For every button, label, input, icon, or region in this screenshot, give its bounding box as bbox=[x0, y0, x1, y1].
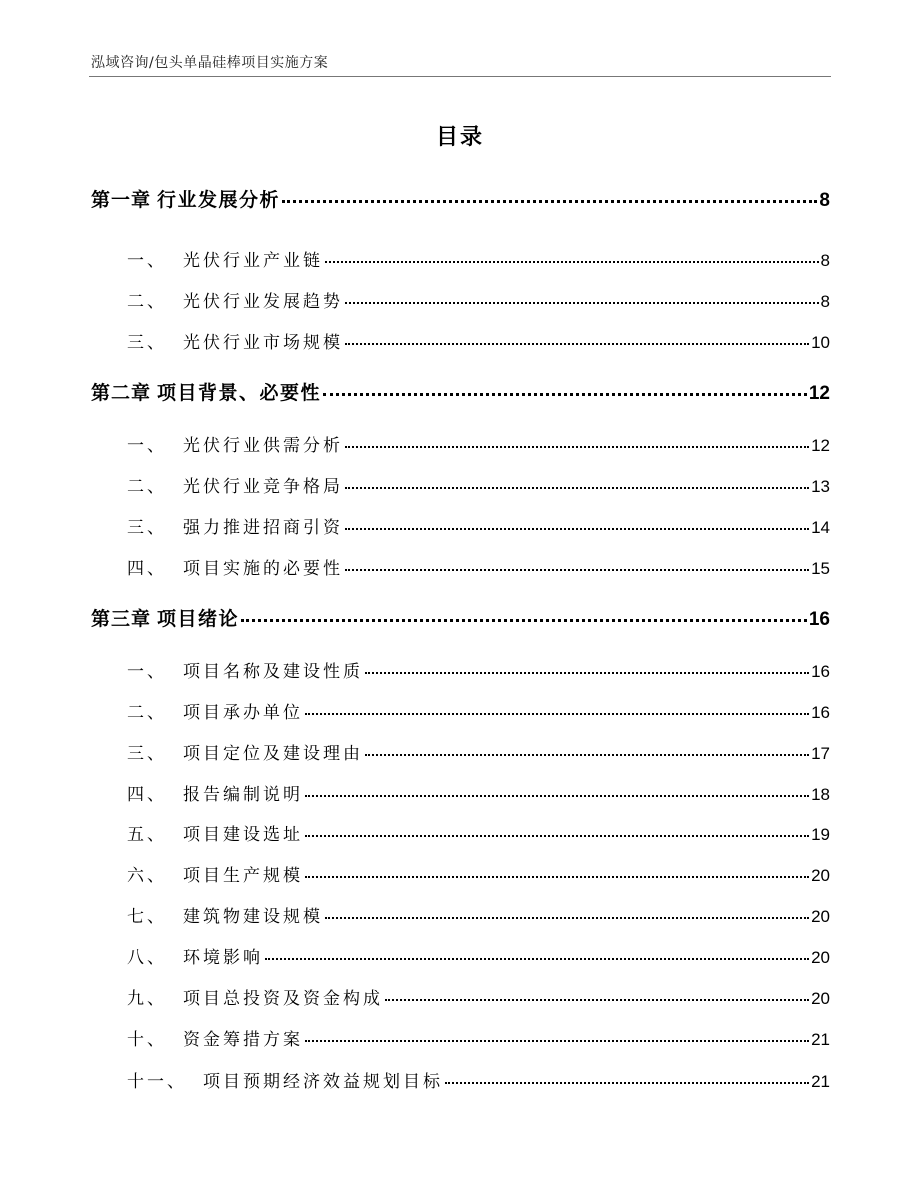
dot-leader bbox=[241, 619, 807, 622]
toc-entry-label: 光伏行业竞争格局 bbox=[183, 477, 343, 497]
toc-entry-number: 九、 bbox=[127, 989, 167, 1009]
dot-leader bbox=[345, 528, 809, 530]
dot-leader bbox=[323, 393, 807, 396]
toc-section-entry[interactable] bbox=[127, 780, 830, 805]
toc-entry-page: 17 bbox=[811, 744, 830, 763]
toc-title: 目录 bbox=[435, 125, 484, 150]
toc-entry-label: 项目总投资及资金构成 bbox=[183, 989, 383, 1009]
toc-entry-page: 15 bbox=[811, 559, 830, 578]
dot-leader bbox=[305, 795, 809, 797]
toc-entry-number: 第一章 bbox=[91, 189, 152, 211]
dot-leader bbox=[305, 876, 809, 878]
dot-leader bbox=[325, 917, 809, 919]
toc-entry-number: 七、 bbox=[127, 907, 167, 927]
dot-leader bbox=[282, 200, 817, 203]
dot-leader bbox=[305, 1040, 809, 1042]
toc-entry-number: 二、 bbox=[127, 703, 167, 723]
toc-entry-label: 光伏行业产业链 bbox=[183, 251, 323, 271]
dot-leader bbox=[365, 754, 809, 756]
toc-entry-number: 一、 bbox=[127, 436, 167, 456]
toc-entry-page: 8 bbox=[820, 251, 830, 270]
toc-section-entry[interactable] bbox=[127, 984, 830, 1009]
toc-entry-page: 12 bbox=[808, 383, 830, 404]
toc-entry-page: 16 bbox=[808, 609, 830, 630]
toc-entry-number: 四、 bbox=[127, 559, 167, 579]
toc-section-entry[interactable] bbox=[127, 861, 830, 886]
toc-entry-label: 项目实施的必要性 bbox=[183, 559, 343, 579]
toc-entry-label: 建筑物建设规模 bbox=[183, 907, 323, 927]
toc-entry-page: 10 bbox=[811, 333, 830, 352]
toc-section-entry[interactable] bbox=[127, 657, 830, 682]
toc-section-entry[interactable] bbox=[127, 1025, 830, 1050]
toc-entry-page: 19 bbox=[811, 825, 830, 844]
toc-entry-number: 五、 bbox=[127, 825, 167, 845]
toc-entry-label: 项目建设选址 bbox=[183, 825, 303, 845]
toc-entry-label: 光伏行业市场规模 bbox=[183, 333, 343, 353]
toc-entry-number: 十一、 bbox=[127, 1072, 187, 1092]
toc-section-entry[interactable] bbox=[127, 513, 830, 538]
toc-entry-page: 16 bbox=[811, 662, 830, 681]
dot-leader bbox=[265, 958, 809, 960]
toc-entry-number: 第三章 bbox=[91, 608, 152, 630]
toc-entry-page: 20 bbox=[811, 989, 830, 1008]
toc-entry-number: 一、 bbox=[127, 662, 167, 682]
dot-leader bbox=[345, 487, 809, 489]
dot-leader bbox=[325, 261, 819, 263]
toc-entry-label: 强力推进招商引资 bbox=[183, 518, 343, 538]
toc-entry-number: 八、 bbox=[127, 948, 167, 968]
toc-entry-label: 项目生产规模 bbox=[183, 866, 303, 886]
running-header: 泓域咨询/包头单晶硅棒项目实施方案 bbox=[91, 55, 329, 71]
toc-entry-page: 13 bbox=[811, 477, 830, 496]
dot-leader bbox=[385, 999, 809, 1001]
toc-entry-number: 一、 bbox=[127, 251, 167, 271]
toc-section-entry[interactable] bbox=[127, 431, 830, 456]
dot-leader bbox=[345, 302, 819, 304]
toc-entry-page: 8 bbox=[819, 190, 830, 211]
toc-section-entry[interactable] bbox=[127, 554, 830, 579]
toc-entry-page: 8 bbox=[820, 292, 830, 311]
toc-entry-page: 21 bbox=[811, 1072, 830, 1091]
toc-entry-number: 二、 bbox=[127, 292, 167, 312]
toc-section-entry[interactable] bbox=[127, 472, 830, 497]
toc-entry-page: 16 bbox=[811, 703, 830, 722]
toc-entry-page: 14 bbox=[811, 518, 830, 537]
toc-entry-label: 光伏行业发展趋势 bbox=[183, 292, 343, 312]
dot-leader bbox=[305, 835, 809, 837]
toc-entry-label: 项目定位及建设理由 bbox=[183, 744, 363, 764]
dot-leader bbox=[345, 569, 809, 571]
toc-section-entry[interactable] bbox=[127, 1067, 830, 1092]
toc-section-entry[interactable] bbox=[127, 902, 830, 927]
toc-entry-label: 项目名称及建设性质 bbox=[183, 662, 363, 682]
dot-leader bbox=[445, 1082, 809, 1084]
toc-entry-number: 三、 bbox=[127, 744, 167, 764]
toc-entry-label: 报告编制说明 bbox=[183, 785, 303, 805]
toc-entry-label: 行业发展分析 bbox=[157, 189, 281, 211]
toc-entry-number: 三、 bbox=[127, 518, 167, 538]
toc-entry-number: 二、 bbox=[127, 477, 167, 497]
toc-entry-page: 20 bbox=[811, 866, 830, 885]
dot-leader bbox=[305, 713, 809, 715]
toc-entry-page: 20 bbox=[811, 907, 830, 926]
toc-entry-label: 项目背景、必要性 bbox=[157, 382, 322, 404]
toc-entry-number: 六、 bbox=[127, 866, 167, 886]
dot-leader bbox=[345, 446, 809, 448]
toc-section-entry[interactable] bbox=[127, 943, 830, 968]
toc-entry-label: 光伏行业供需分析 bbox=[183, 436, 343, 456]
toc-entry-page: 20 bbox=[811, 948, 830, 967]
toc-entry-label: 资金筹措方案 bbox=[183, 1030, 303, 1050]
toc-chapter-entry[interactable] bbox=[91, 604, 830, 631]
toc-section-entry[interactable] bbox=[127, 739, 830, 764]
toc-entry-page: 18 bbox=[811, 785, 830, 804]
dot-leader bbox=[345, 343, 809, 345]
toc-section-entry[interactable] bbox=[127, 287, 830, 312]
toc-entry-label: 项目承办单位 bbox=[183, 703, 303, 723]
toc-section-entry[interactable] bbox=[127, 328, 830, 353]
toc-entry-number: 十、 bbox=[127, 1030, 167, 1050]
toc-section-entry[interactable] bbox=[127, 820, 830, 845]
toc-entry-label: 环境影响 bbox=[183, 948, 263, 968]
toc-entry-label: 项目绪论 bbox=[157, 608, 240, 630]
toc-entry-page: 21 bbox=[811, 1030, 830, 1049]
toc-entry-label: 项目预期经济效益规划目标 bbox=[203, 1072, 443, 1092]
toc-chapter-entry[interactable] bbox=[91, 378, 830, 405]
toc-entry-number: 三、 bbox=[127, 333, 167, 353]
dot-leader bbox=[365, 672, 809, 674]
toc-section-entry[interactable] bbox=[127, 698, 830, 723]
toc-entry-page: 12 bbox=[811, 436, 830, 455]
toc-entry-number: 第二章 bbox=[91, 382, 152, 404]
toc-entry-number: 四、 bbox=[127, 785, 167, 805]
toc-chapter-entry[interactable] bbox=[91, 185, 830, 212]
toc-section-entry[interactable] bbox=[127, 246, 830, 271]
